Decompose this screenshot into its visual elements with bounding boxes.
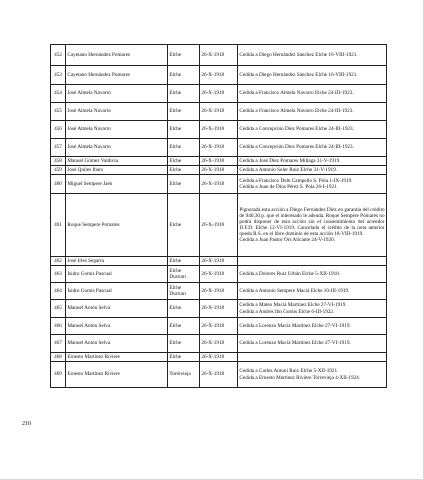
transfer-note: Cedida a Concepción Díez Pomares Elche 24-III-1923. (239, 126, 354, 133)
date-cell: 26-X-1918 (200, 139, 238, 157)
place-cell: Elche Durrum (168, 266, 200, 283)
holder-name-cell: José Irles Segarra (66, 257, 168, 266)
share-number-cell: 452 (51, 45, 66, 66)
transfer-note: Cedida a Francisco Almela Navarro Elche 24-III-1923. (239, 108, 354, 115)
share-number-cell: 454 (51, 85, 66, 103)
transfer-note: Cedida a Dolores Ruiz Urbán Elche 5-XII-1918. (239, 270, 341, 277)
place-cell: Elche (168, 257, 200, 266)
transfer-note: Cedida a Mateo Maciá Martínez Elche 27-VI-1919. (239, 302, 347, 309)
register-body (51, 45, 387, 388)
holder-name-cell: José Quiles Ibars (66, 166, 168, 175)
date-cell: 26-X-1918 (200, 66, 238, 85)
transfer-note: Cedida a Antonio Soler Ruiz Elche 31-V-1919. (239, 166, 338, 173)
transfer-notes-cell (238, 66, 387, 85)
table-row (51, 45, 387, 66)
holder-name-cell: José Almela Navarro (66, 103, 168, 121)
place-cell: Elche (168, 66, 200, 85)
date-cell: 26-X-1918 (200, 157, 238, 166)
date-cell: 26-X-1918 (200, 257, 238, 266)
transfer-note: Cedida a Antonio Sempere Maciá Elche 10-III-1919. (239, 287, 350, 294)
transfer-note: Cedida a Juan de Dios Pérez S. Pola 26-I-1921. (239, 184, 338, 190)
transfer-notes-cell (238, 362, 387, 388)
transfer-note: Cedida a Francisco Almela Navarro Elche 24-III-1923. (239, 90, 354, 97)
date-cell: 26-X-1918 (200, 266, 238, 283)
transfer-notes-cell (238, 45, 387, 66)
shares-register-table (50, 44, 387, 388)
date-cell: 26-X-1918 (200, 121, 238, 139)
table-row (51, 266, 387, 283)
table-row (51, 353, 387, 362)
share-number-cell: 459 (51, 166, 66, 175)
share-number-cell: 453 (51, 66, 66, 85)
date-cell: 26-X-1918 (200, 45, 238, 66)
table-row (51, 157, 387, 166)
transfer-notes-cell (238, 283, 387, 300)
table-row (51, 85, 387, 103)
date-cell: 26-X-1918 (200, 85, 238, 103)
transfer-note: Cedida a Concepción Díez Pomares Elche 24-III-1923. (239, 144, 354, 151)
date-cell: 26-X-1918 (200, 362, 238, 388)
transfer-notes-cell (238, 300, 387, 318)
table-row (51, 175, 387, 194)
holder-name-cell: Ernesto Martínez Riviere (66, 353, 168, 362)
transfer-note: Pignorada esta acción a Diego Fernández Díez en garantía del crédito de 940,30 p. que el interesado le adeuda. Roque Sempere Pomares no podrá disponer de esta acción sin el consentimiento del acreedor D.F.D. Elche 12-VI-1919. Cancelado el crédito de la nota anterior queda R.S. en el libre dominio de esta acción 18-VIII-1919. (239, 206, 385, 238)
holder-name-cell: Isidro Gomis Pascual (66, 266, 168, 283)
table-row (51, 66, 387, 85)
transfer-notes-cell (238, 335, 387, 353)
share-number-cell: 458 (51, 157, 66, 166)
table-row (51, 362, 387, 388)
date-cell: 26-X-1918 (200, 283, 238, 300)
place-cell: Torrevieja (168, 362, 200, 388)
transfer-note: Cedida a Ernesto Martínez Riviere Torrevieja 4-XII-1924. (239, 374, 361, 381)
place-cell: Elche (168, 353, 200, 362)
table-row (51, 257, 387, 266)
transfer-notes-cell (238, 139, 387, 157)
transfer-note: Cedida a Andrés Ibn Gomis Elche 6-III-1922. (239, 308, 335, 315)
share-number-cell: 457 (51, 139, 66, 157)
transfer-note: Cedida a Juan Pastor Ors Alicante 24-V-1920. (239, 237, 336, 244)
share-number-cell: 460 (51, 175, 66, 194)
transfer-note: Cedida a José Díez Pomares Millaga 31-V-1919. (239, 157, 341, 164)
share-number-cell: 465 (51, 300, 66, 318)
transfer-notes-cell (238, 266, 387, 283)
holder-name-cell: José Almela Navarro (66, 139, 168, 157)
place-cell: Elche (168, 194, 200, 257)
date-cell: 26-X-1918 (200, 194, 238, 257)
holder-name-cell: Manuel Antón Selva (66, 300, 168, 318)
share-number-cell: 468 (51, 353, 66, 362)
holder-name-cell: José Almela Navarro (66, 85, 168, 103)
transfer-notes-cell (238, 157, 387, 166)
transfer-notes-cell (238, 103, 387, 121)
share-number-cell: 469 (51, 362, 66, 388)
place-cell: Elche (168, 175, 200, 194)
date-cell: 26-X-1918 (200, 318, 238, 335)
transfer-note: Cedida a Carlos Antoni Ruiz Elche 5-XII-1921. (239, 368, 339, 375)
transfer-notes-cell (238, 353, 387, 362)
transfer-notes-cell (238, 194, 387, 257)
date-cell: 26-X-1918 (200, 103, 238, 121)
share-number-cell: 456 (51, 121, 66, 139)
transfer-notes-cell (238, 318, 387, 335)
transfer-note: Cedida a Diego Hernández Sánchez Elche 16-VIII-1921. (239, 51, 358, 58)
place-cell: Elche Durrum (168, 283, 200, 300)
date-cell: 26-X-1918 (200, 353, 238, 362)
place-cell: Elche (168, 103, 200, 121)
holder-name-cell: Ernesto Martínez Riviere (66, 362, 168, 388)
table-row (51, 103, 387, 121)
place-cell: Elche (168, 157, 200, 166)
holder-name-cell: Roque Sempere Pomares (66, 194, 168, 257)
table-row (51, 194, 387, 257)
table-row (51, 283, 387, 300)
date-cell: 26-X-1918 (200, 335, 238, 353)
transfer-note: Cedida a Diego Hernández Sánchez Elche 16-VIII-1921. (239, 71, 358, 78)
transfer-notes-cell (238, 121, 387, 139)
transfer-notes-cell (238, 85, 387, 103)
holder-name-cell: Miguel Sempere Jaén (66, 175, 168, 194)
transfer-note: Cedida a Francisco Deln Campello S. Pola 1-IX-1919. (239, 177, 353, 184)
table-row (51, 335, 387, 353)
holder-name-cell: Isidro Gomis Pascual (66, 283, 168, 300)
transfer-notes-cell (238, 257, 387, 266)
share-number-cell: 467 (51, 335, 66, 353)
place-cell: Elche (168, 300, 200, 318)
place-cell: Elche (168, 45, 200, 66)
table-row (51, 121, 387, 139)
place-cell: Elche (168, 85, 200, 103)
holder-name-cell: Manuel Antón Selva (66, 318, 168, 335)
holder-name-cell: José Almela Navarro (66, 121, 168, 139)
date-cell: 26-X-1918 (200, 166, 238, 175)
share-number-cell: 455 (51, 103, 66, 121)
share-number-cell: 463 (51, 266, 66, 283)
share-number-cell: 464 (51, 283, 66, 300)
transfer-note: Cedida a Lorenzo Maciá Martínez Elche 27-VI-1919. (239, 340, 351, 347)
share-number-cell: 462 (51, 257, 66, 266)
page-number: 210 (22, 421, 31, 427)
table-row (51, 318, 387, 335)
place-cell: Elche (168, 318, 200, 335)
place-cell: Elche (168, 121, 200, 139)
transfer-note: Cedida a Lorenzo Maciá Martínez Elche 27-VI-1919. (239, 322, 351, 329)
place-cell: Elche (168, 166, 200, 175)
share-number-cell: 461 (51, 194, 66, 257)
transfer-notes-cell (238, 175, 387, 194)
place-cell: Elche (168, 335, 200, 353)
transfer-notes-cell (238, 166, 387, 175)
holder-name-cell: Manuel Antón Selva (66, 335, 168, 353)
share-number-cell: 466 (51, 318, 66, 335)
holder-name-cell: Cayetano Hernández Pomares (66, 45, 168, 66)
date-cell: 26-X-1918 (200, 175, 238, 194)
place-cell: Elche (168, 139, 200, 157)
holder-name-cell: Manuel Gómez Valdivia (66, 157, 168, 166)
holder-name-cell: Cayetano Hernández Pomares (66, 66, 168, 85)
table-row (51, 139, 387, 157)
table-row (51, 166, 387, 175)
date-cell: 26-X-1918 (200, 300, 238, 318)
table-row (51, 300, 387, 318)
